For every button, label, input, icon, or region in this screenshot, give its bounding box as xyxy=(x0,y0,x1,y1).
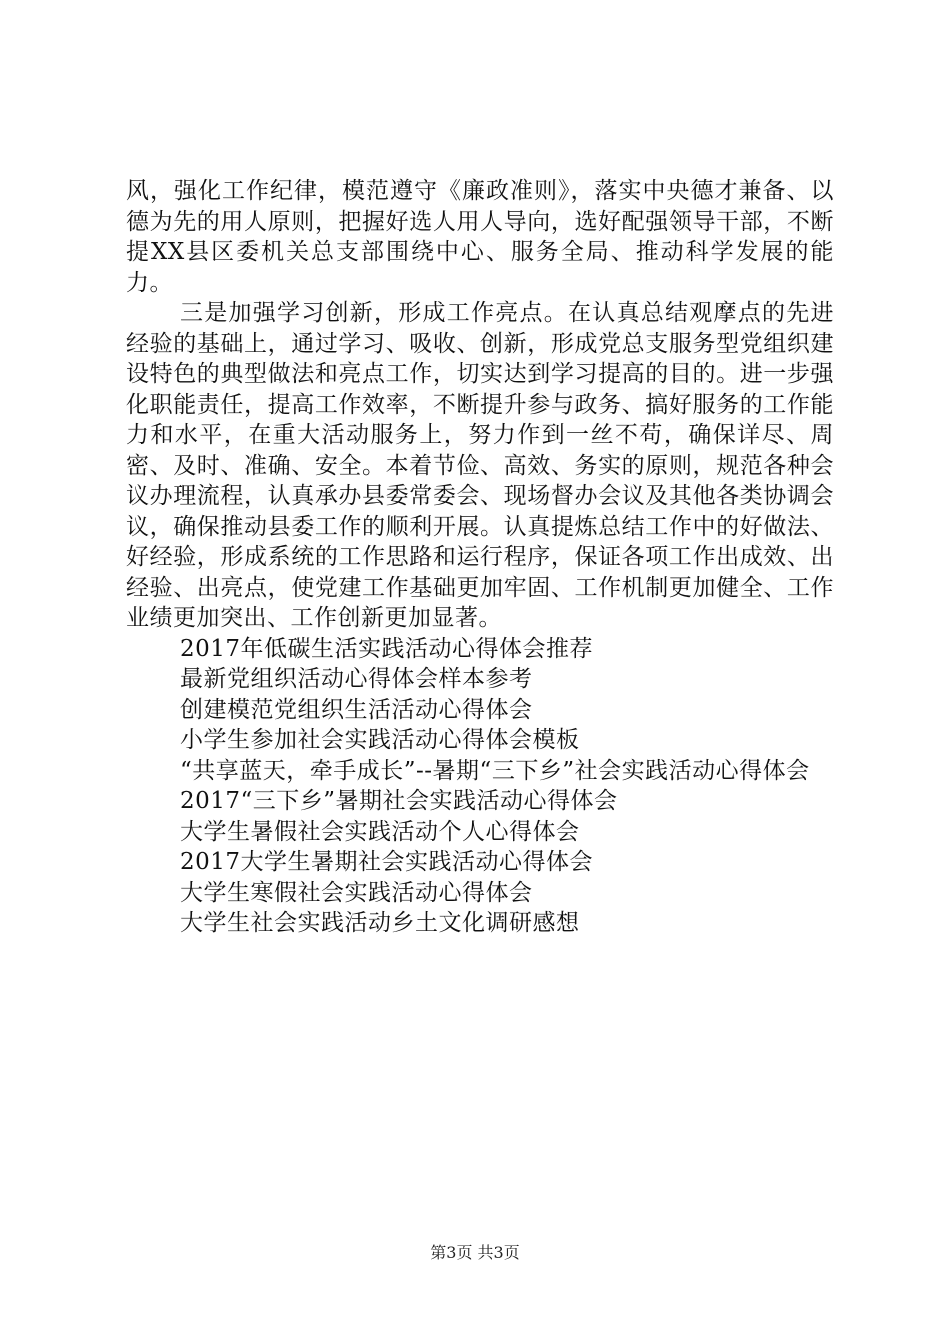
page-number-footer: 第3页 共3页 xyxy=(430,1243,520,1262)
related-article-link[interactable]: 2017“三下乡”暑期社会实践活动心得体会 xyxy=(180,788,618,814)
paragraph-continuation: 风，强化工作纪律，模范遵守《廉政准则》，落实中央德才兼备、以德为先的用人原则，把握好选人用人导向，选好配强领导干部，不断提XX县区委机关总支部围绕中心、服务全局、推动科学发展的能力。 xyxy=(126,178,834,296)
related-articles-list xyxy=(126,634,834,939)
related-article-link[interactable]: 创建模范党组织生活活动心得体会 xyxy=(180,696,533,723)
related-article-link[interactable]: 小学生参加社会实践活动心得体会模板 xyxy=(180,727,580,753)
paragraph-strengthen-learning: 三是加强学习创新，形成工作亮点。在认真总结观摩点的先进经验的基础上，通过学习、吸收、创新，形成党总支服务型党组织建设特色的典型做法和亮点工作，切实达到学习提高的目的。进一步强化职能责任，提高工作效率，不断提升参与政务、搞好服务的工作能力和水平，在重大活动服务上，努力作到一丝不苟，确保详尽、周密、及时、准确、安全。本着节俭、高效、务实的原则，规范各种会议办理流程，认真承办县委常委会、现场督办会议及其他各类协调会议，确保推动县委工作的顺利开展。认真提炼总结工作中的好做法、好经验，形成系统的工作思路和运行程序，保证各项工作出成效、出经验、出亮点，使党建工作基础更加牢固、工作机制更加健全、工作业绩更加突出、工作创新更加显著。 xyxy=(126,300,834,631)
related-article-link[interactable]: 2017大学生暑期社会实践活动心得体会 xyxy=(180,849,594,875)
related-article-link[interactable]: 大学生寒假社会实践活动心得体会 xyxy=(180,879,533,906)
related-article-link[interactable]: 2017年低碳生活实践活动心得体会推荐 xyxy=(180,635,594,662)
related-article-link[interactable]: 最新党组织活动心得体会样本参考 xyxy=(180,666,533,692)
related-article-link[interactable]: 大学生暑假社会实践活动个人心得体会 xyxy=(180,818,580,845)
related-article-link[interactable]: 大学生社会实践活动乡土文化调研感想 xyxy=(180,910,580,936)
related-article-link[interactable]: “共享蓝天，牵手成长”--暑期“三下乡”社会实践活动心得体会 xyxy=(180,757,810,784)
document-body xyxy=(126,176,834,939)
